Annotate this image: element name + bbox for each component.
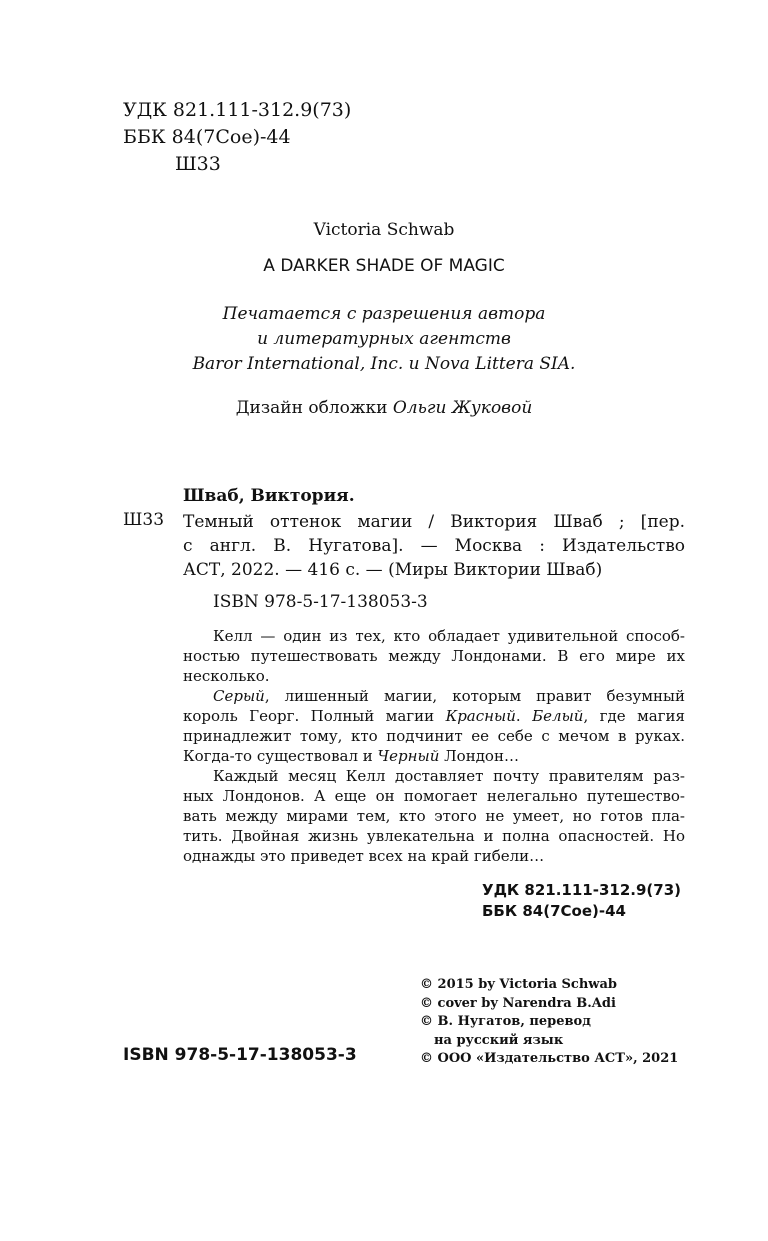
- italic-word: Черный: [377, 747, 440, 765]
- annotation-line: ностью путешествовать между Лондонами. В его мире их: [183, 647, 685, 665]
- bbk-code: ББК 84(7Сое)-44: [123, 126, 291, 148]
- bibliographic-code: Ш33: [123, 510, 165, 530]
- annotation-line: однажды это приведет всех на край гибели…: [183, 847, 545, 865]
- permission-line: Baror International, Inc. и Nova Littera SIA.: [192, 354, 576, 374]
- bib-line: Темный оттенок магии / Виктория Шваб ; [пер.: [183, 512, 685, 532]
- permission-line: и литературных агентств: [257, 329, 511, 349]
- udk-code: УДК 821.111-312.9(73): [482, 881, 681, 899]
- copyright-line: на русский язык: [434, 1032, 564, 1048]
- annotation-line: Келл — один из тех, кто обладает удивительной способ-: [213, 627, 685, 645]
- text-run: Когда-то существовал и: [183, 747, 378, 765]
- text-run: .: [515, 707, 533, 725]
- cover-design-credit: [0, 398, 768, 418]
- bibliographic-isbn: ISBN 978-5-17-138053-3: [213, 592, 428, 612]
- annotation-line: ных Лондонов. А еще он помогает нелегально путешество-: [183, 787, 685, 805]
- permission-line: Печатается с разрешения автора: [222, 304, 546, 324]
- isbn-main: ISBN 978-5-17-138053-3: [123, 1045, 357, 1065]
- annotation-line: несколько.: [183, 667, 270, 685]
- udk-block: [123, 97, 351, 178]
- bib-line: АСТ, 2022. — 416 с. — (Миры Виктории Шваб): [183, 560, 603, 580]
- copyright-line: © cover by Narendra B.Adi: [420, 995, 616, 1011]
- annotation-line: тить. Двойная жизнь увлекательна и полна опасностей. Но: [183, 827, 685, 845]
- annotation-line: вать между мирами тем, кто этого не умеет, но готов пла-: [183, 807, 685, 825]
- copyright-line: © 2015 by Victoria Schwab: [420, 977, 617, 992]
- annotation-line: [183, 686, 685, 706]
- original-title: A DARKER SHADE OF MAGIC: [263, 256, 505, 276]
- design-label: Дизайн обложки: [235, 398, 393, 418]
- italic-word: Белый: [532, 707, 584, 725]
- bib-line: с англ. В. Нугатова]. — Москва : Издательство: [183, 536, 685, 556]
- bibliographic-description: [183, 510, 685, 582]
- text-run: Лондон…: [439, 747, 519, 765]
- udk-block-right: [482, 880, 681, 922]
- copyright-line: © В. Нугатов, перевод: [420, 1014, 591, 1029]
- text-run: король Георг. Полный магии: [183, 707, 446, 725]
- copyright-line: © ООО «Издательство АСТ», 2021: [420, 1051, 679, 1066]
- annotation-line: Каждый месяц Келл доставляет почту правителям раз-: [213, 767, 685, 785]
- annotation-paragraph-1: [183, 626, 685, 686]
- permission-notice: [0, 302, 768, 377]
- italic-word: Красный: [445, 707, 516, 725]
- annotation-paragraph-3: [183, 766, 685, 866]
- original-author: Victoria Schwab: [313, 220, 455, 240]
- italic-word: Серый: [213, 687, 265, 705]
- designer-name: Ольги Жуковой: [392, 398, 533, 418]
- bbk-code: ББК 84(7Сое)-44: [482, 902, 626, 920]
- copyright-block: [420, 976, 678, 1069]
- annotation-line: [183, 706, 685, 726]
- bibliographic-author: Шваб, Виктория.: [183, 486, 355, 506]
- annotation-line: принадлежит тому, кто подчинит ее себе с мечом в руках.: [183, 727, 685, 745]
- annotation-line: [183, 746, 685, 766]
- text-run: , лишенный магии, которым правит безумный: [264, 687, 685, 705]
- author-sign: Ш33: [175, 153, 221, 175]
- text-run: , где магия: [583, 707, 685, 725]
- udk-code: УДК 821.111-312.9(73): [123, 99, 352, 121]
- annotation-paragraph-2: [183, 686, 685, 766]
